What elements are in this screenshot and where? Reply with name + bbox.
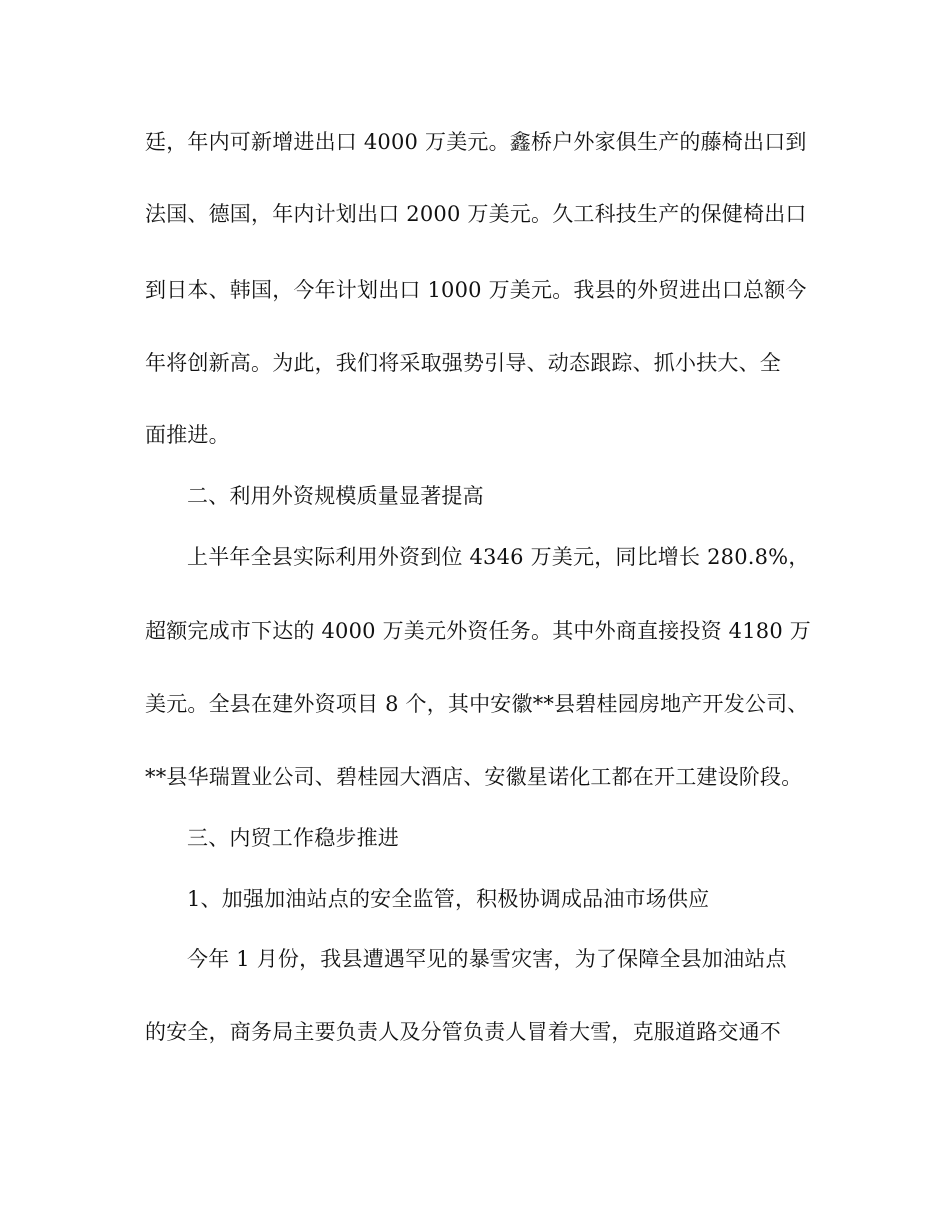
body-text-line: 廷，年内可新增进出口 4000 万美元。鑫桥户外家俱生产的藤椅出口到 [145,130,807,154]
section-heading: 三、内贸工作稳步推进 [187,826,399,850]
body-text-line: 美元。全县在建外资项目 8 个，其中安徽**县碧桂园房地产开发公司、 [145,692,809,716]
body-text-line: 今年 1 月份，我县遭遇罕见的暴雪灾害，为了保障全县加油站点 [187,947,787,971]
body-text-line: 的安全，商务局主要负责人及分管负责人冒着大雪，克服道路交通不 [145,1020,781,1044]
body-text-line: 到日本、韩国，今年计划出口 1000 万美元。我县的外贸进出口总额今 [145,278,807,302]
subsection-heading: 1、加强加油站点的安全监管，积极协调成品油市场供应 [187,887,710,911]
body-text-line: 上半年全县实际利用外资到位 4346 万美元，同比增长 280.8%， [187,545,810,569]
body-text-line: 面推进。 [145,423,230,447]
body-text-line: 超额完成市下达的 4000 万美元外资任务。其中外商直接投资 4180 万 [145,619,811,643]
body-text-line: 年将创新高。为此，我们将采取强势引导、动态跟踪、抓小扶大、全 [145,351,781,375]
body-text-line: **县华瑞置业公司、碧桂园大酒店、安徽星诺化工都在开工建设阶段。 [145,765,803,789]
body-text-line: 法国、德国，年内计划出口 2000 万美元。久工科技生产的保健椅出口 [145,202,807,226]
section-heading: 二、利用外资规模质量显著提高 [187,484,484,508]
